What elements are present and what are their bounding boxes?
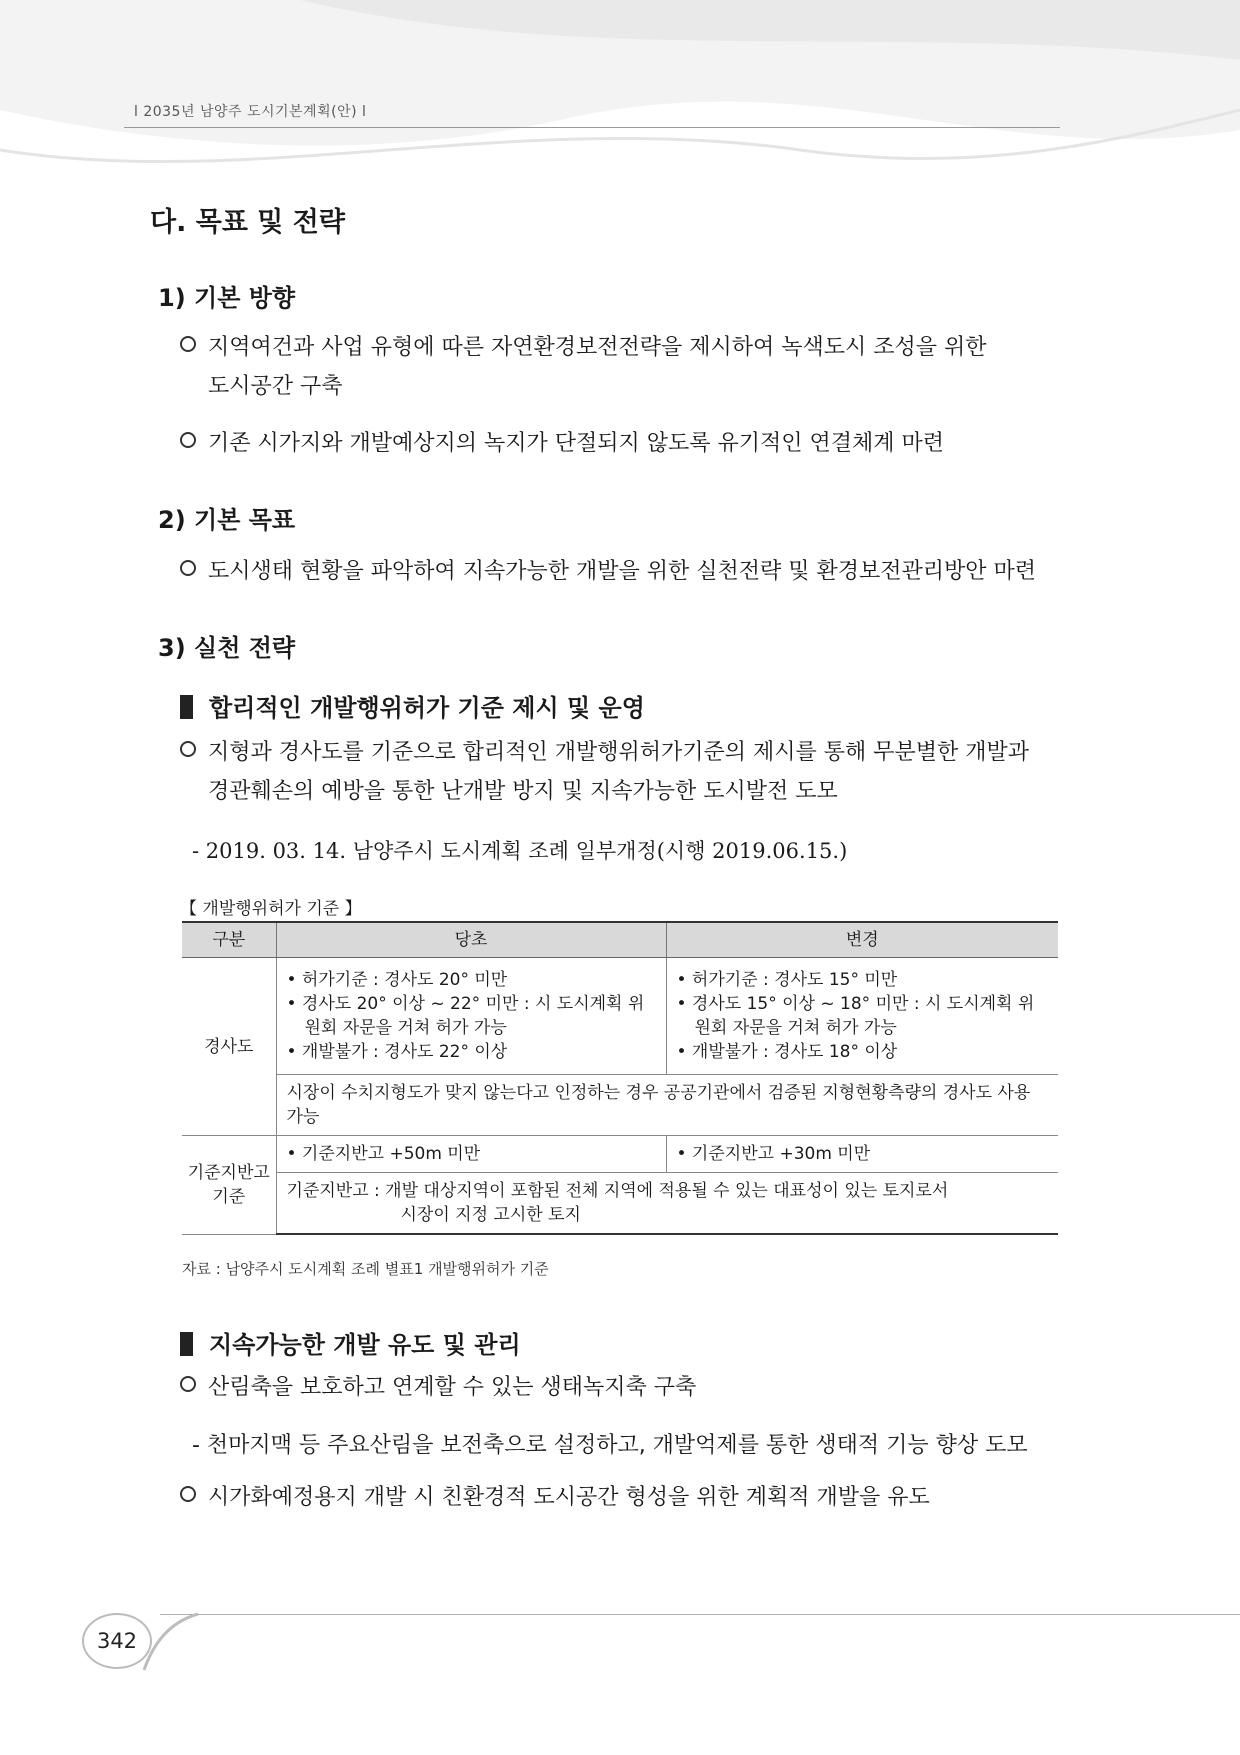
circle-bullet-icon <box>180 1486 196 1502</box>
circle-bullet-icon <box>180 741 196 757</box>
direction-item-1: 지역여건과 사업 유형에 따른 자연환경보전전략을 제시하여 녹색도시 조성을 위한 도시공간 구축 <box>180 328 1060 406</box>
base-before-cell: • 기준지반고 +50m 미만 <box>276 1136 666 1173</box>
table-caption: 【 개발행위허가 기준 】 <box>180 899 362 919</box>
table-row <box>182 958 1058 1075</box>
row-label-slope: 경사도 <box>182 958 276 1136</box>
circle-bullet-icon <box>180 1376 196 1392</box>
block-heading-sustainable: 지속가능한 개발 유도 및 관리 <box>180 1325 521 1360</box>
header-before: 당초 <box>276 922 666 958</box>
row-label-base-height: 기준지반고 기준 <box>182 1136 276 1235</box>
sustainable-item-1: 산림축을 보호하고 연계할 수 있는 생태녹지축 구축 <box>180 1368 1060 1407</box>
heading-basic-goal: 2) 기본 목표 <box>158 506 296 534</box>
table-row <box>182 1075 1058 1136</box>
sustainable-item-2: 시가화예정용지 개발 시 친환경적 도시공간 형성을 위한 계획적 개발을 유도 <box>180 1478 1060 1517</box>
section-title: 다. 목표 및 전략 <box>150 207 345 238</box>
heading-practice: 3) 실천 전략 <box>158 634 296 662</box>
slope-before-cell: • 허가기준 : 경사도 20° 미만 • 경사도 20° 이상 ~ 22° 미만 : 시 도시계획 위원회 자문을 거쳐 허가 가능 • 개발불가 : 경사도 22° 이상 <box>276 958 666 1075</box>
square-bullet-icon <box>180 695 193 719</box>
circle-bullet-icon <box>180 432 196 448</box>
permit-item: 지형과 경사도를 기준으로 합리적인 개발행위허가기준의 제시를 통해 무분별한 개발과 경관훼손의 예방을 통한 난개발 방지 및 지속가능한 도시발전 도모 <box>180 733 1060 811</box>
header-after: 변경 <box>666 922 1058 958</box>
running-title: l 2035년 남양주 도시기본계획(안) l <box>134 104 367 120</box>
footer-rule <box>160 1614 1240 1615</box>
base-after-cell: • 기준지반고 +30m 미만 <box>666 1136 1058 1173</box>
header-category: 구분 <box>182 922 276 958</box>
square-bullet-icon <box>180 1332 193 1356</box>
heading-basic-direction: 1) 기본 방향 <box>158 284 296 312</box>
sustainable-dash-note: - 천마지맥 등 주요산림을 보전축으로 설정하고, 개발억제를 통한 생태적 기능 향상 도모 <box>192 1433 1028 1458</box>
goal-item-1: 도시생태 현황을 파악하여 지속가능한 개발을 위한 실천전략 및 환경보전관리방안 마련 <box>180 552 1060 591</box>
slope-after-cell: • 허가기준 : 경사도 15° 미만 • 경사도 15° 이상 ~ 18° 미만 : 시 도시계획 위원회 자문을 거쳐 허가 가능 • 개발불가 : 경사도 18° 이상 <box>666 958 1058 1075</box>
circle-bullet-icon <box>180 560 196 576</box>
direction-item-2: 기존 시가지와 개발예상지의 녹지가 단절되지 않도록 유기적인 연결체계 마련 <box>180 424 1060 463</box>
base-note-cell: 기준지반고 : 개발 대상지역이 포함된 전체 지역에 적용될 수 있는 대표성이 있는 토지로서 시장이 지정 고시한 토지 <box>276 1173 1058 1235</box>
table-header-row <box>182 922 1058 958</box>
permit-criteria-table <box>182 921 1058 1235</box>
table-row <box>182 1136 1058 1173</box>
circle-bullet-icon <box>180 336 196 352</box>
slope-note-cell: 시장이 수치지형도가 맞지 않는다고 인정하는 경우 공공기관에서 검증된 지형현황측량의 경사도 사용 가능 <box>276 1075 1058 1136</box>
block-heading-permit: 합리적인 개발행위허가 기준 제시 및 운영 <box>180 688 645 723</box>
ordinance-revision-note: - 2019. 03. 14. 남양주시 도시계획 조례 일부개정(시행 2019.06.15.) <box>192 839 848 863</box>
table-row <box>182 1173 1058 1235</box>
page-number: 342 <box>82 1613 152 1669</box>
table-source: 자료 : 남양주시 도시계획 조례 별표1 개발행위허가 기준 <box>182 1260 549 1278</box>
running-header <box>124 95 1060 128</box>
